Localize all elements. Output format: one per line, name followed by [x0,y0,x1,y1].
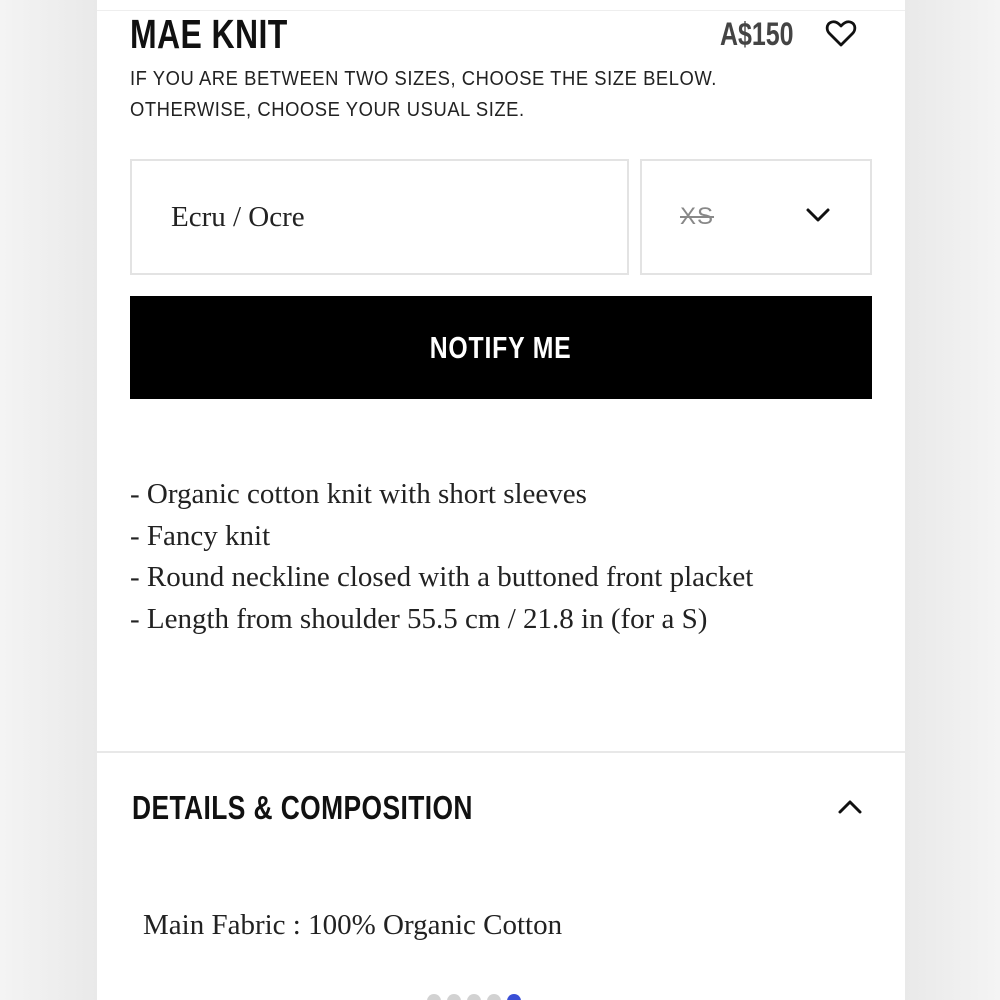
product-price: A$150 [720,16,794,52]
size-value: XS [680,203,715,230]
section-divider [97,751,905,753]
description-line: - Organic cotton knit with short sleeves [130,478,587,510]
heart-icon[interactable] [825,18,857,48]
carousel-dot-active[interactable] [507,994,521,1000]
carousel-dot[interactable] [427,994,441,1000]
composition-text: Main Fabric : 100% Organic Cotton [143,909,563,941]
notify-me-button[interactable] [130,296,872,399]
chevron-up-icon[interactable] [837,798,863,816]
product-description [130,474,830,640]
description-line: - Fancy knit [130,519,271,552]
product-title: MAE KNIT [130,11,288,57]
description-line: - Length from shoulder 55.5 cm / 21.8 in (for a S) [130,602,708,635]
page-background-right [905,0,1000,1000]
details-composition-header[interactable]: DETAILS & COMPOSITION [132,789,473,826]
carousel-dots [427,994,521,1000]
color-value: Ecru / Ocre [171,201,305,233]
notify-me-label: NOTIFY ME [430,329,572,365]
size-dropdown[interactable] [640,159,872,275]
product-panel [97,0,905,1000]
color-selector[interactable] [130,159,629,275]
size-guidance-note: IF YOU ARE BETWEEN TWO SIZES, CHOOSE THE SIZE BELOW. OTHERWISE, CHOOSE YOUR USUAL SIZE. [130,68,717,121]
page-background-left [0,0,97,1000]
carousel-dot[interactable] [487,994,501,1000]
carousel-dot[interactable] [447,994,461,1000]
description-line: - Round neckline closed with a buttoned front placket [130,561,754,593]
carousel-dot[interactable] [467,994,481,1000]
chevron-down-icon [805,206,831,224]
